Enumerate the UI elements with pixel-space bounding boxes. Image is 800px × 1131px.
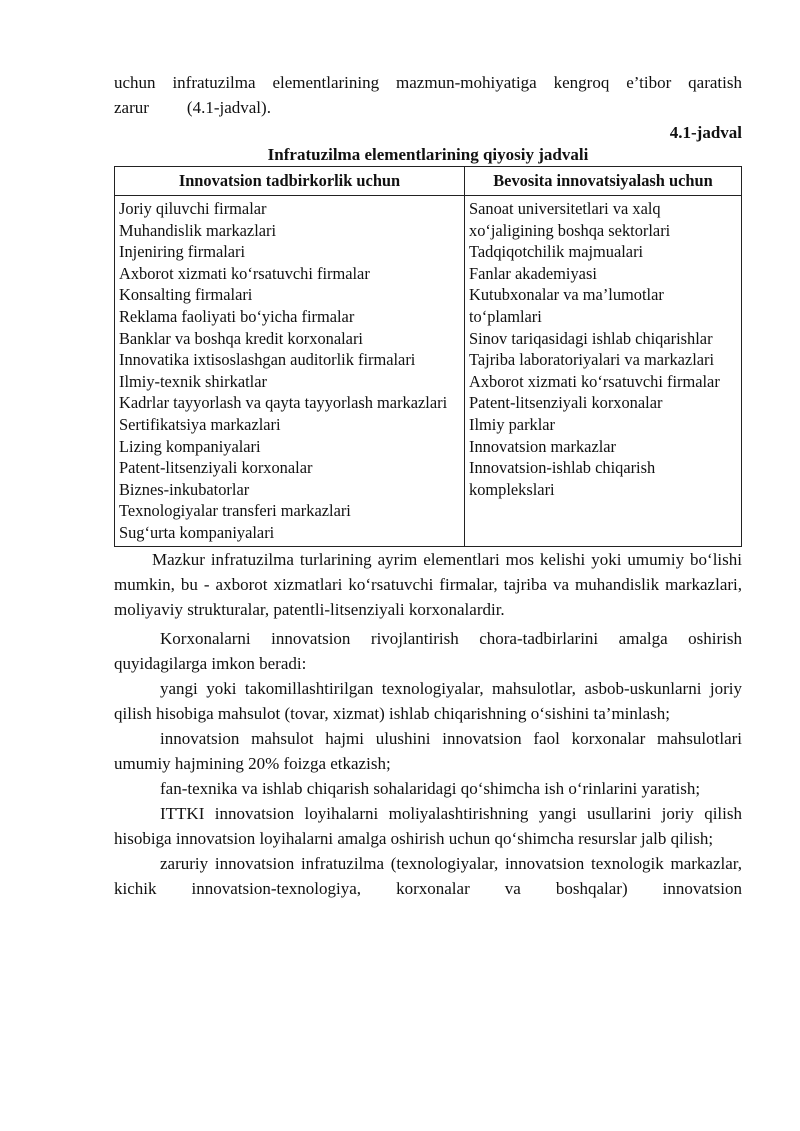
paragraph: Korxonalarni innovatsion rivojlantirish chora-tadbirlarini amalga oshirish quyidagilarga imkon beradi: (114, 628, 742, 673)
list-item: Innovatika ixtisoslashgan auditorlik firmalari (119, 350, 416, 370)
table-row (115, 196, 742, 547)
header-direct-innovation: Bevosita innovatsiyalash uchun (465, 167, 742, 196)
column-innovative-entrepreneurship (115, 196, 465, 547)
list-item: Sug‘urta kompaniyalari (119, 522, 275, 542)
table-reference: (4.1-jadval). (186, 98, 271, 117)
list-item: Tadqiqotchilik majmualari (469, 242, 644, 262)
comparison-table (114, 166, 742, 547)
list-item: Patent-litsenziyali korxonalar (469, 393, 663, 413)
list-item: Joriy qiluvchi firmalar (119, 199, 267, 218)
paragraph: innovatsion mahsulot hajmi ulushini innovatsion faol korxonalar mahsulotlari umumiy hajmining 20% foizga etkazish; (114, 728, 742, 773)
paragraph: zaruriy innovatsion infratuzilma (texnologiyalar, innovatsion texnologik markazlar, kichik innovatsion-texnologiya, korxonalar va boshqalar) innovatsion (114, 853, 742, 898)
header-innovative-entrepreneurship: Innovatsion tadbirkorlik uchun (115, 167, 465, 196)
list-item: Reklama faoliyati bo‘yicha firmalar (119, 306, 355, 326)
paragraph: fan-texnika va ishlab chiqarish sohalaridagi qo‘shimcha ish o‘rinlarini yaratish; (160, 778, 701, 798)
list-item: Fanlar akademiyasi (469, 263, 597, 283)
list-item: Kutubxonalar va ma’lumotlar to‘plamlari (469, 285, 664, 326)
list-item: Lizing kompaniyalari (119, 436, 261, 456)
list-item: Sanoat universitetlari va xalq xo‘jaligining boshqa sektorlari (469, 199, 671, 240)
list-item: Tajriba laboratoriyalari va markazlari (469, 350, 715, 370)
list-item: Banklar va boshqa kredit korxonalari (119, 328, 363, 348)
table-label: 4.1-jadval (669, 123, 742, 142)
column-direct-innovation (465, 196, 742, 547)
list-item: Innovatsion markazlar (469, 436, 617, 456)
list-item: Muhandislik markazlari (119, 220, 277, 240)
paragraph: Mazkur infratuzilma turlarining ayrim elementlari mos kelishi yoki umumiy bo‘lishi mumkin, bu - axborot xizmatlari ko‘rsatuvchi firmalar, tajriba va muhandislik markazlari, moliyaviy strukturalar, patentli-litsenziyali korxonalardir. (114, 549, 742, 619)
list-item: Axborot xizmati ko‘rsatuvchi firmalar (119, 263, 370, 283)
list-item: Injeniring firmalari (119, 242, 246, 262)
table-header-row (115, 167, 742, 196)
intro-word: zarur (114, 98, 149, 117)
list-item: Sertifikatsiya markazlari (119, 414, 281, 434)
list-item: Ilmiy-texnik shirkatlar (119, 371, 267, 391)
intro-line-2 (114, 95, 742, 120)
paragraph: yangi yoki takomillashtirilgan texnologiyalar, mahsulotlar, asbob-uskunlarni joriy qilish hisobiga mahsulot (tovar, xizmat) ishlab chiqarishning o‘sishini ta’minlash; (114, 678, 742, 723)
list-item: Patent-litsenziyali korxonalar (119, 458, 313, 478)
list-item: Konsalting firmalari (119, 285, 253, 305)
list-item: Innovatsion-ishlab chiqarish komplekslari (469, 458, 656, 499)
intro-line-1: uchun infratuzilma elementlarining mazmun-mohiyatiga kengroq e’tibor qaratish (114, 73, 742, 92)
list-item: Sinov tariqasidagi ishlab chiqarishlar (469, 328, 713, 348)
list-item: Axborot xizmati ko‘rsatuvchi firmalar (469, 371, 720, 391)
table-title: Infratuzilma elementlarining qiyosiy jadvali (267, 145, 589, 164)
paragraph: ITTKI innovatsion loyihalarni moliyalashtirishning yangi usullarini joriy qilish hisobiga innovatsion loyihalarni amalga oshirish uchun qo‘shimcha resurslar jalb qilish; (114, 803, 742, 848)
list-item: Biznes-inkubatorlar (119, 479, 250, 499)
list-item: Texnologiyalar transferi markazlari (119, 501, 351, 521)
list-item: Ilmiy parklar (469, 414, 556, 434)
list-item: Kadrlar tayyorlash va qayta tayyorlash markazlari (119, 393, 448, 413)
document-page (114, 70, 742, 901)
